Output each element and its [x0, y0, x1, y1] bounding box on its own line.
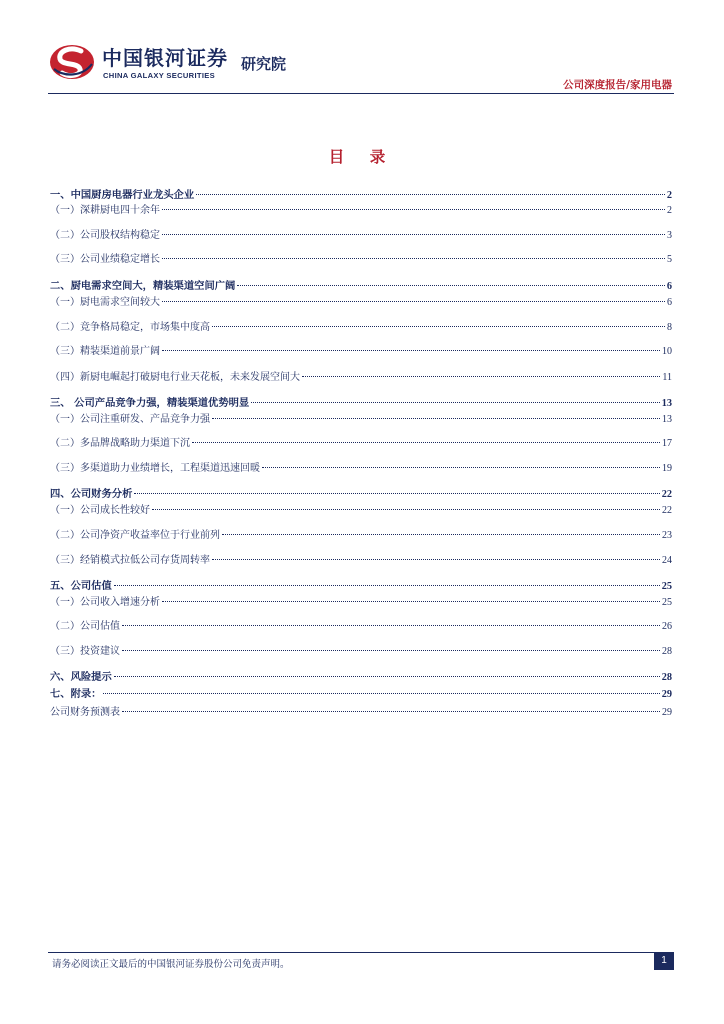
toc-entry[interactable]	[50, 459, 672, 475]
toc-entry-page: 8	[667, 322, 672, 333]
toc-entry-title: （二）多品牌战略助力渠道下沉	[50, 438, 190, 449]
toc-dot-leader	[162, 350, 660, 351]
logo-english-name: CHINA GALAXY SECURITIES	[103, 71, 215, 80]
toc-dot-leader	[152, 509, 660, 510]
toc-entry-title: （一）公司注重研发、产品竞争力强	[50, 414, 210, 425]
toc-entry[interactable]	[50, 434, 672, 450]
toc-dot-leader	[222, 534, 660, 535]
toc-entry[interactable]	[50, 485, 672, 501]
toc-dot-leader	[162, 234, 665, 235]
toc-entry-page: 24	[662, 555, 672, 566]
toc-entry[interactable]	[50, 201, 672, 217]
toc-entry[interactable]	[50, 318, 672, 334]
toc-dot-leader	[103, 693, 659, 694]
toc-entry[interactable]	[50, 226, 672, 242]
toc-entry-page: 29	[662, 707, 672, 718]
toc-entry-title: （三）投资建议	[50, 646, 120, 657]
toc-entry-page: 22	[662, 505, 672, 516]
toc-dot-leader	[114, 676, 660, 677]
toc-entry[interactable]	[50, 394, 672, 410]
toc-entry[interactable]	[50, 410, 672, 426]
toc-dot-leader	[212, 326, 665, 327]
toc-entry-page: 10	[662, 346, 672, 357]
report-header	[48, 40, 674, 94]
toc-entry-page: 25	[661, 581, 672, 592]
toc-entry-title: （一）公司成长性较好	[50, 505, 150, 516]
toc-entry-title: （三）公司业绩稳定增长	[50, 254, 160, 265]
toc-entry[interactable]	[50, 577, 672, 593]
toc-entry[interactable]	[50, 342, 672, 358]
toc-entry[interactable]	[50, 685, 672, 701]
footer-disclaimer: 请务必阅读正文最后的中国银河证券股份公司免责声明。	[52, 959, 290, 970]
report-type: 公司深度报告/家用电器	[563, 79, 672, 91]
toc-dot-leader	[134, 493, 659, 494]
toc-dot-leader	[122, 711, 660, 712]
toc-dot-leader	[122, 625, 660, 626]
toc-entry-title: （一）公司收入增速分析	[50, 597, 160, 608]
toc-entry[interactable]	[50, 250, 672, 266]
toc-entry-page: 19	[662, 463, 672, 474]
toc-entry-title: （二）公司股权结构稳定	[50, 230, 160, 241]
toc-entry-title: （四）新厨电崛起打破厨电行业天花板，未来发展空间大	[50, 372, 300, 383]
logo-chinese-name: 中国银河证券	[102, 46, 228, 70]
galaxy-logo-icon	[48, 42, 96, 82]
toc-title: 目 录	[328, 148, 396, 166]
toc-entry-title: 三、 公司产品竞争力强，精装渠道优势明显	[50, 397, 250, 409]
toc-entry-page: 3	[667, 230, 672, 241]
toc-entry-page: 2	[666, 190, 672, 201]
toc-entry-title: 四、公司财务分析	[50, 488, 133, 500]
toc-entry-title: （一）厨电需求空间较大	[50, 297, 160, 308]
toc-entry-page: 13	[662, 414, 672, 425]
toc-entry-page: 11	[662, 372, 672, 383]
footer-divider	[48, 952, 674, 953]
toc-dot-leader	[162, 209, 665, 210]
toc-entry[interactable]	[50, 526, 672, 542]
toc-entry[interactable]	[50, 642, 672, 658]
toc-entry-title: 公司财务预测表	[50, 707, 120, 718]
toc-entry[interactable]	[50, 501, 672, 517]
toc-dot-leader	[212, 559, 660, 560]
toc-entry-page: 2	[667, 205, 672, 216]
toc-entry[interactable]	[50, 668, 672, 684]
toc-entry-page: 26	[662, 621, 672, 632]
toc-entry[interactable]	[50, 551, 672, 567]
toc-dot-leader	[212, 418, 660, 419]
toc-entry-page: 5	[667, 254, 672, 265]
toc-entry-title: 七、附录：	[50, 688, 102, 700]
toc-dot-leader	[162, 601, 660, 602]
toc-entry-title: （二）公司估值	[50, 621, 120, 632]
toc-entry-page: 25	[662, 597, 672, 608]
toc-entry-title: 五、公司估值	[50, 580, 112, 592]
toc-entry-title: （三）经销模式拉低公司存货周转率	[50, 555, 210, 566]
page-number: 1	[654, 952, 674, 970]
toc-entry-page: 13	[661, 398, 672, 409]
toc-entry[interactable]	[50, 293, 672, 309]
toc-dot-leader	[162, 301, 665, 302]
toc-entry[interactable]	[50, 617, 672, 633]
header-divider	[48, 93, 674, 94]
toc-dot-leader	[302, 376, 660, 377]
toc-dot-leader	[251, 402, 659, 403]
toc-entry-title: （一）深耕厨电四十余年	[50, 205, 160, 216]
toc-entry-title: （二）竞争格局稳定，市场集中度高	[50, 322, 210, 333]
toc-entry-page: 6	[667, 297, 672, 308]
toc-entry-title: 六、风险提示	[50, 671, 112, 683]
toc-entry[interactable]	[50, 703, 672, 719]
toc-entry-page: 6	[666, 281, 672, 292]
toc-dot-leader	[162, 258, 665, 259]
institute-label: 研究院	[241, 55, 287, 73]
toc-dot-leader	[192, 442, 660, 443]
toc-entry[interactable]	[50, 277, 672, 293]
toc-entry-title: （三）多渠道助力业绩增长，工程渠道迅速回暖	[50, 463, 260, 474]
toc-entry-title: 一、中国厨房电器行业龙头企业	[50, 189, 195, 201]
toc-dot-leader	[114, 585, 660, 586]
toc-entry-title: 二、厨电需求空间大，精装渠道空间广阔	[50, 280, 236, 292]
toc-entry-page: 28	[661, 672, 672, 683]
toc-entry-page: 17	[662, 438, 672, 449]
toc-dot-leader	[262, 467, 660, 468]
toc-entry-page: 28	[662, 646, 672, 657]
toc-dot-leader	[237, 285, 665, 286]
toc-entry-page: 23	[662, 530, 672, 541]
toc-entry[interactable]	[50, 368, 672, 384]
toc-entry-page: 22	[661, 489, 672, 500]
toc-entry-title: （三）精装渠道前景广阔	[50, 346, 160, 357]
toc-entry-title: （二）公司净资产收益率位于行业前列	[50, 530, 220, 541]
toc-entry[interactable]	[50, 593, 672, 609]
toc-entry-page: 29	[661, 689, 672, 700]
toc-dot-leader	[196, 194, 665, 195]
toc-entry[interactable]	[50, 186, 672, 202]
toc-dot-leader	[122, 650, 660, 651]
